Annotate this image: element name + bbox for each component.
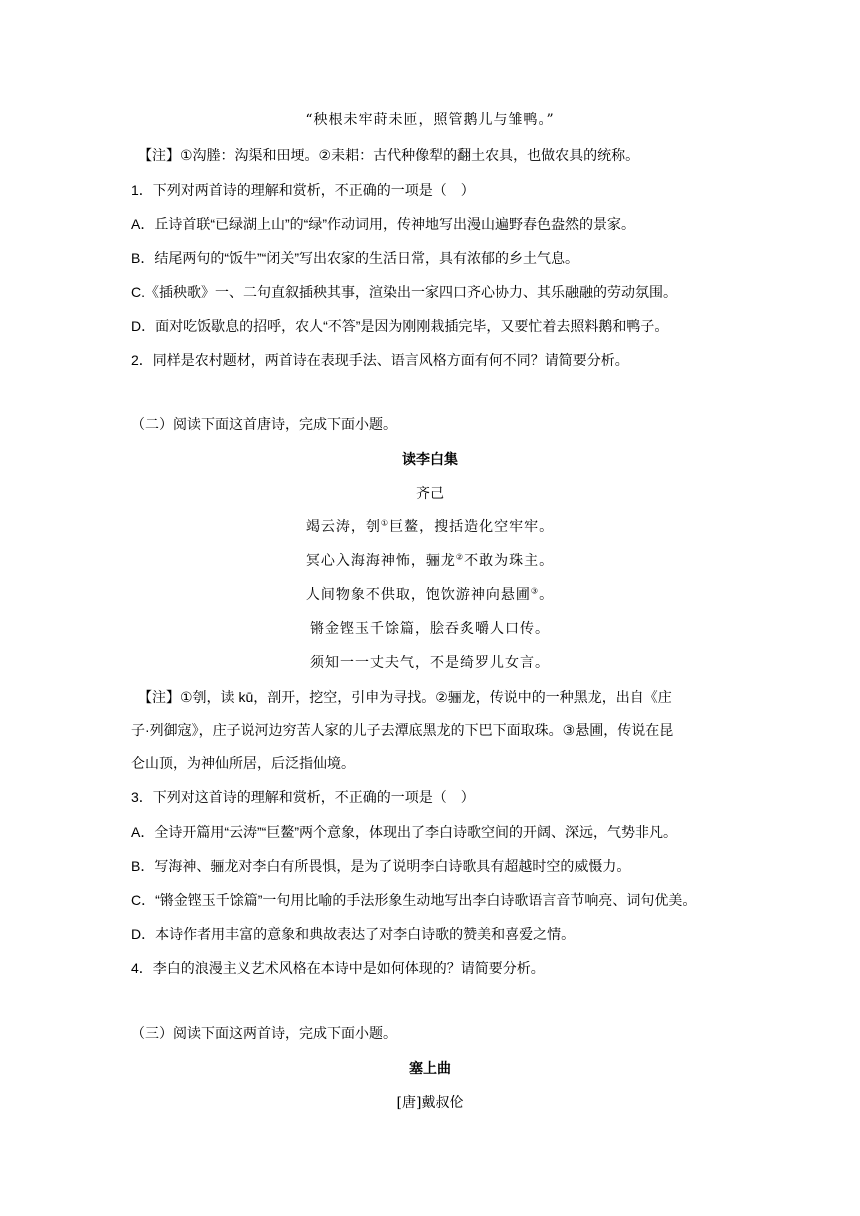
- poem-closing-line: “秧根未牢莳未匝，照管鹅儿与雏鸭。”: [305, 112, 555, 128]
- section-2-intro: （二）阅读下面这首唐诗，完成下面小题。: [131, 416, 397, 432]
- question-3-option-d: D．本诗作者用丰富的意象和典故表达了对李白诗歌的赞美和喜爱之情。: [131, 926, 576, 942]
- question-3-option-a: A．全诗开篇用“云涛”“巨鳌”两个意象，体现出了李白诗歌空间的开阔、深远，气势非凡。: [131, 824, 677, 840]
- question-1-option-d: D．面对吃饭歇息的招呼，农人“不答”是因为刚刚栽插完毕，又要忙着去照料鹅和鸭子。: [131, 318, 669, 334]
- poem-line-2: 冥心入海海神怖，骊龙②不敢为珠主。: [305, 552, 555, 569]
- footnote-marker-3: ③: [530, 586, 540, 596]
- poem-title-2: 塞上曲: [409, 1061, 451, 1077]
- footnote-marker-2: ②: [455, 552, 465, 562]
- annotation-note-2-line-3: 仑山顶，为神仙所居，后泛指仙境。: [131, 755, 355, 771]
- question-4: 4．李白的浪漫主义艺术风格在本诗中是如何体现的？请简要分析。: [131, 960, 545, 976]
- poem-title: 读李白集: [402, 452, 458, 468]
- question-1-option-c: C.《插秧歌》一、二句直叙插秧其事，渲染出一家四口齐心协力、其乐融融的劳动氛围。: [131, 284, 677, 300]
- section-3-intro: （三）阅读下面这两首诗，完成下面小题。: [131, 1025, 397, 1041]
- question-1-option-a: A．丘诗首联“已绿湖上山”的“绿”作动词用，传神地写出漫山遍野春色盎然的景家。: [131, 216, 635, 232]
- footnote-marker-1: ①: [380, 518, 390, 528]
- annotation-note-2-line-1: 【注】①刳，读 kū，剖开，挖空，引申为寻找。②骊龙，传说中的一种黑龙，出自《庄: [138, 689, 672, 705]
- question-1: 1．下列对两首诗的理解和赏析，不正确的一项是（ ）: [131, 182, 475, 198]
- annotation-note-2-line-2: 子·列御寇》，庄子说河边穷苦人家的儿子去潭底黑龙的下巴下面取珠。③悬圃，传说在昆: [131, 722, 674, 738]
- question-2: 2．同样是农村题材，两首诗在表现手法、语言风格方面有何不同？请简要分析。: [131, 352, 629, 368]
- question-3-option-b: B．写海神、骊龙对李白有所畏惧，是为了说明李白诗歌具有超越时空的威慑力。: [131, 858, 631, 874]
- annotation-note-1: 【注】①沟塍：沟渠和田埂。②耒耜：古代种像犁的翻土农具，也做农具的统称。: [138, 147, 640, 163]
- poem-author-2: [唐]戴叔伦: [396, 1095, 464, 1111]
- question-3: 3．下列对这首诗的理解和赏析，不正确的一项是（ ）: [131, 789, 475, 805]
- question-3-option-c: C．“锵金铿玉千馀篇”一句用比喻的手法形象生动地写出李白诗歌语言音节响亮、词句优美。: [131, 892, 697, 908]
- poem-line-4: 锵金铿玉千馀篇，脍吞炙嚼人口传。: [310, 621, 550, 637]
- poem-line-5: 须知一一丈夫气，不是绮罗儿女言。: [310, 655, 550, 671]
- poem-line-3: 人间物象不供取，饱饮游神向悬圃③。: [305, 586, 555, 603]
- poem-author: 齐己: [416, 486, 444, 502]
- poem-line-1: 竭云涛，刳①巨鳌，搜括造化空牢牢。: [305, 518, 555, 535]
- question-1-option-b: B．结尾两句的“饭牛”“闭关”写出农家的生活日常，具有浓郁的乡土气息。: [131, 250, 579, 266]
